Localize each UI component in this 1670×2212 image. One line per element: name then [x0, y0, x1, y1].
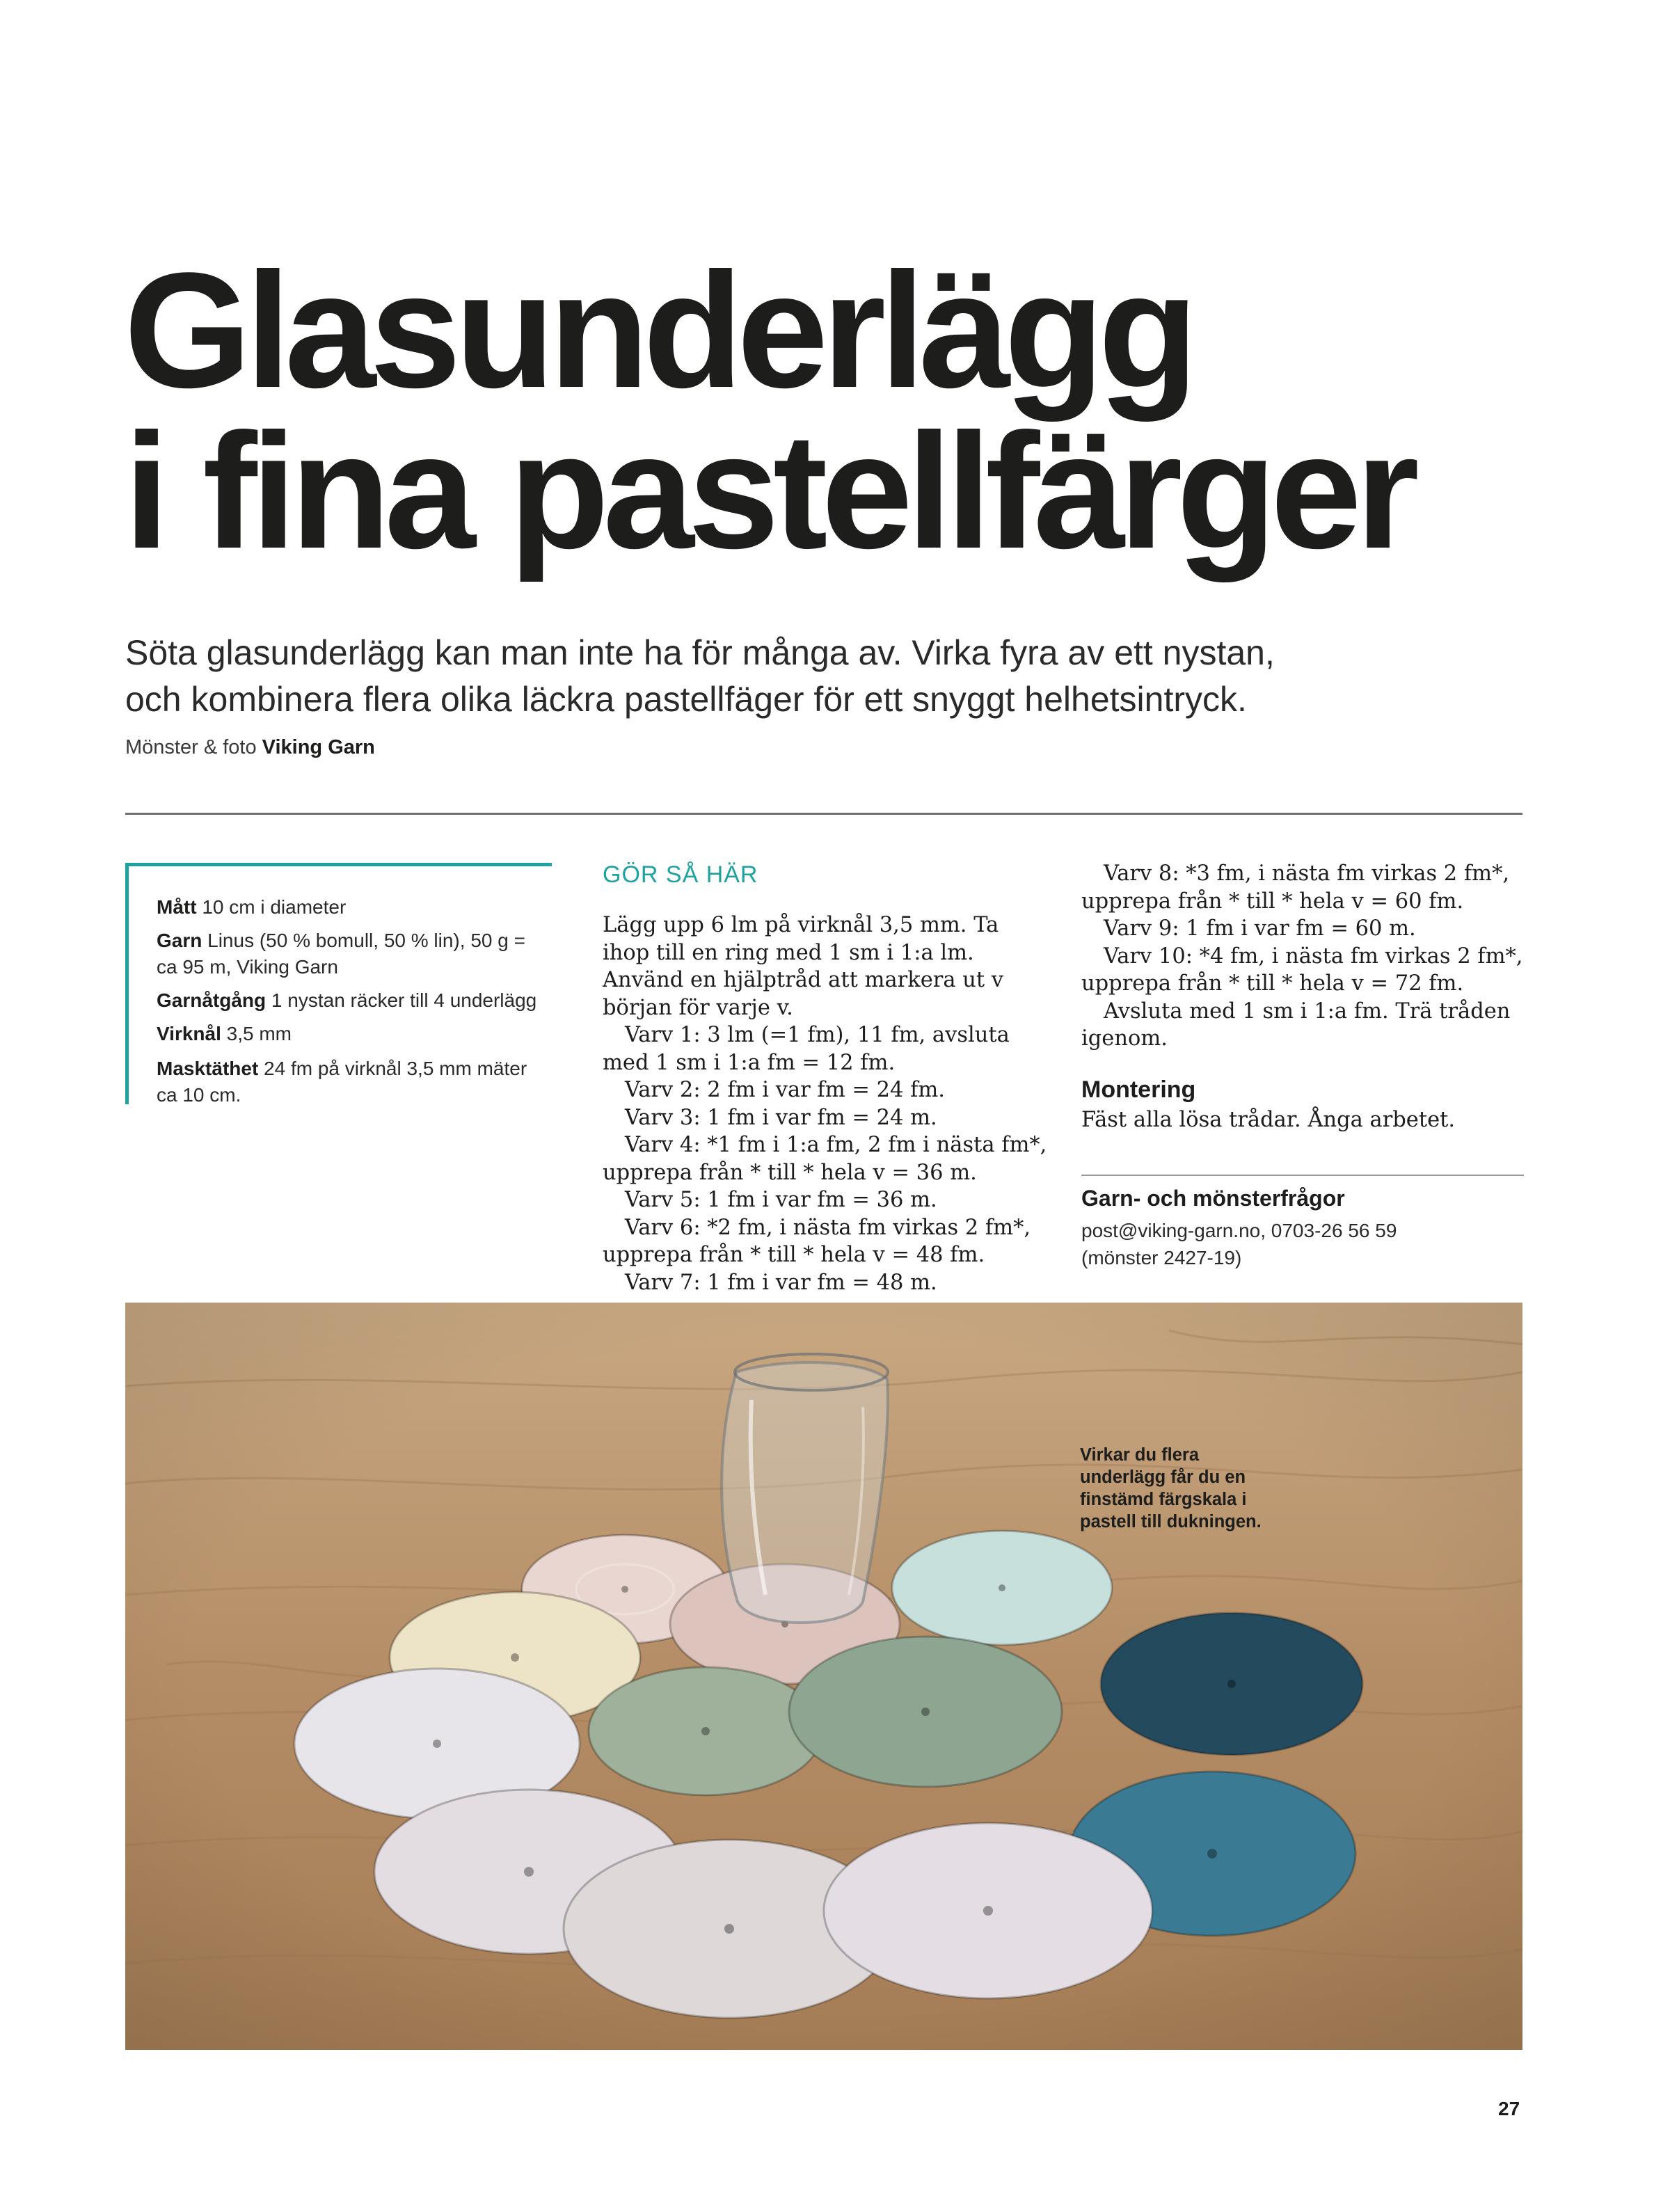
lead-line-2: och kombinera flera olika läckra pastellfäger för ett snyggt helhetsintryck. — [125, 679, 1247, 719]
title-line-1: Glasunderlägg — [124, 239, 1193, 422]
photo-caption — [1080, 1445, 1289, 1534]
contact-heading: Garn- och mönsterfrågor — [1081, 1186, 1345, 1211]
fact-text: 24 fm på virknål 3,5 mm mäter ca 10 cm. — [157, 1058, 527, 1106]
article-title — [124, 239, 1585, 584]
finishing-text: Avsluta med 1 sm i 1:a fm. Trä tråden igenom. — [1081, 998, 1511, 1051]
row-6: Varv 6: *2 fm, i nästa fm virkas 2 fm*, upprepa från * till * hela v = 48 fm. — [603, 1215, 1031, 1267]
assembly-heading: Montering — [1081, 1076, 1196, 1103]
coasters-photo — [125, 1303, 1522, 2050]
contact-divider — [1081, 1175, 1524, 1176]
row-4: Varv 4: *1 fm i 1:a fm, 2 fm i nästa fm*, upprepa från * till * hela v = 36 m. — [603, 1133, 1047, 1185]
top-divider — [125, 813, 1522, 815]
fact-yarn — [157, 928, 546, 980]
row-10: Varv 10: *4 fm, i nästa fm virkas 2 fm*, upprepa från * till * hela v = 72 fm. — [1081, 944, 1523, 996]
fact-text: 3,5 mm — [226, 1023, 292, 1044]
assembly-text: Fäst alla lösa trådar. Ånga arbetet. — [1081, 1108, 1456, 1132]
row-8: Varv 8: *3 fm, i nästa fm virkas 2 fm*, upprepa från * till * hela v = 60 fm. — [1081, 861, 1510, 914]
lead-line-1: Söta glasunderlägg kan man inte ha för många av. Virka fyra av ett nystan, — [125, 633, 1275, 672]
fact-label: Garnåtgång — [157, 989, 267, 1011]
fact-hook — [157, 1021, 546, 1047]
fact-label: Virknål — [157, 1023, 221, 1044]
fact-text: Linus (50 % bomull, 50 % lin), 50 g = ca 95 m, Viking Garn — [157, 930, 525, 978]
row-2: Varv 2: 2 fm i var fm = 24 fm. — [625, 1078, 946, 1102]
fact-yarn-amount — [157, 987, 546, 1014]
lead-paragraph — [125, 630, 1447, 722]
title-line-2: i fina pastellfärger — [124, 399, 1413, 584]
fact-label: Garn — [157, 930, 202, 951]
caption-line-3: finstämd färgskala i — [1080, 1489, 1247, 1509]
caption-line-2: underlägg får du en — [1080, 1467, 1246, 1487]
fact-size — [157, 894, 546, 921]
row-3: Varv 3: 1 fm i var fm = 24 m. — [625, 1105, 937, 1130]
fact-text: 10 cm i diameter — [202, 896, 347, 918]
instructions-intro: Lägg upp 6 lm på virknål 3,5 mm. Ta ihop till en ring med 1 sm i 1:a lm. Använd en hjälptråd att markera ut v början för varje v. — [603, 913, 1004, 1020]
contact-email-phone: post@viking-garn.no, 0703-26 56 59 — [1081, 1220, 1397, 1241]
fact-label: Mått — [157, 896, 197, 918]
contact-pattern-number: (mönster 2427-19) — [1081, 1247, 1242, 1269]
contact-block — [1081, 1186, 1527, 1271]
fact-box — [125, 863, 552, 1104]
row-5: Varv 5: 1 fm i var fm = 36 m. — [625, 1188, 937, 1212]
fact-label: Masktäthet — [157, 1058, 259, 1079]
row-1: Varv 1: 3 lm (=1 fm), 11 fm, avsluta med 1 sm i 1:a fm = 12 fm. — [603, 1023, 1010, 1075]
fact-text: 1 nystan räcker till 4 underlägg — [271, 989, 537, 1011]
credit-name: Viking Garn — [262, 736, 375, 758]
credit-line — [125, 736, 375, 759]
credit-label: Mönster & foto — [125, 736, 257, 758]
drinking-glass — [722, 1354, 888, 1623]
caption-line-4: pastell till dukningen. — [1080, 1511, 1262, 1531]
row-9: Varv 9: 1 fm i var fm = 60 m. — [1104, 916, 1416, 941]
fact-gauge — [157, 1056, 546, 1108]
instructions-column-1 — [603, 912, 1048, 1296]
row-7: Varv 7: 1 fm i var fm = 48 m. — [625, 1270, 937, 1295]
caption-line-1: Virkar du flera — [1080, 1445, 1200, 1465]
page-number: 27 — [1498, 2098, 1520, 2119]
instructions-heading: GÖR SÅ HÄR — [603, 861, 758, 888]
instructions-column-2 — [1081, 860, 1527, 1134]
